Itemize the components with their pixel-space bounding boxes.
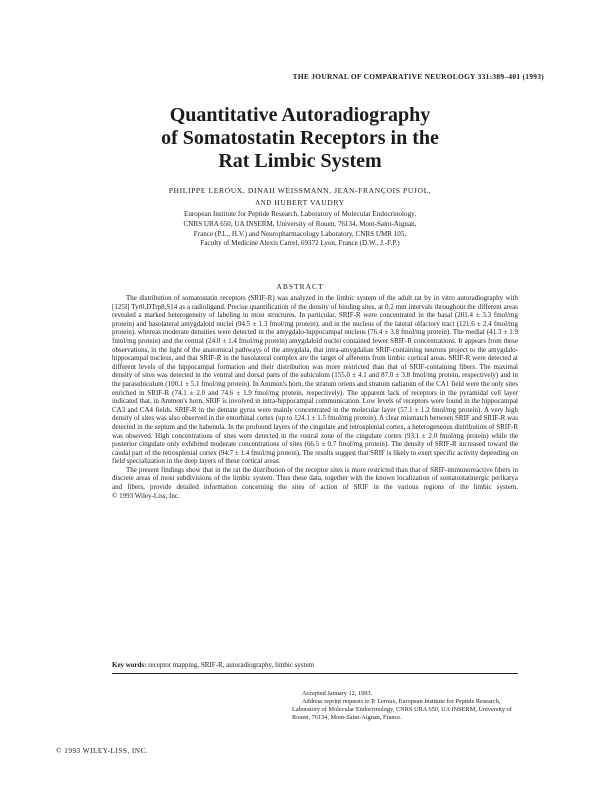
author-list [0, 185, 600, 210]
abstract-body [112, 294, 518, 500]
affiliation-line-4: Faculty of Medicine Alexis Carrel, 69372 Lyon, France (D.W., J.-F.P.) [200, 239, 400, 248]
authors-line-1: PHILIPPE LEROUX, DINAH WEISSMANN, JEAN-FRANÇOIS PUJOL, [168, 186, 432, 195]
footnote-accepted: Accepted January 12, 1993. [302, 690, 373, 697]
title-line-3: Rat Limbic System [218, 150, 382, 172]
keywords-label: Key words: [112, 661, 147, 669]
title-line-1: Quantitative Autoradiography [169, 104, 431, 126]
keywords-text: receptor mapping, SRIF-R, autoradiography, limbic system [148, 661, 315, 669]
footnote [292, 690, 518, 722]
affiliation-line-2: CNRS URA 650, UA INSERM, University of Rouen, 76134, Mont-Saint-Aignan, [183, 219, 417, 228]
authors-and: AND [255, 200, 272, 207]
authors-last: HUBERT VAUDRY [274, 198, 345, 207]
authors-line-2 [0, 197, 600, 210]
publisher-note: © 1993 Wiley-Liss, Inc. [112, 491, 180, 500]
footnote-reprint: Address reprint requests to P. Leroux, European Institute for Peptide Research, Laboratory of Molecular Endocrinology, CNRS URA 650, UA INSERM, University of Rouen, 76134, Mont-Saint-Aignan, France. [292, 698, 512, 721]
article-title [0, 104, 600, 173]
abstract-paragraph-2-text: The present findings show that in the rat the distribution of the receptor sites is more restricted than that of SRIF-immunoreactive fibers in discrete areas of most subdivisions of the limbic system. Thus these data, together with the known localization of somatostatinergic perikarya and fibers, provide detailed information concerning the sites of action of SRIF in the various regions of the limbic system. [112, 465, 518, 492]
affiliation-line-3: France (P.L., H.V.) and Neuropharmacology Laboratory, CNRS UMR 105, [193, 229, 407, 238]
title-line-2: of Somatostatin Receptors in the [161, 127, 439, 149]
abstract-paragraph-2 [112, 466, 518, 500]
affiliation-line-1: European Institute for Peptide Research, Laboratory of Molecular Endocrinology, [184, 210, 416, 218]
abstract-paragraph-1: The distribution of somatostatin receptors (SRIF-R) was analyzed in the limbic system of the adult rat by in vitro autoradiography with [125I] Tyr0,DTrp8,S14 as a radioligand. Precise quantification of the density of binding sites, at 0.2 mm intervals throughout the different areas revealed a marked heterogeneity of labeling in most structures. In particular, SRIF-R were concentrated in the basal (201.4 ± 3.3 fmol/mg protein) and basolateral amygdaloid nuclei (94.5 ± 1.3 fmol/mg protein), and in the nucleus of the lateral olfactory tract (121.6 ± 2.4 fmol/mg protein), whereas moderate densities were detected in the amygdalo-hippocampal nucleus (76.4 ± 3.8 fmol/mg protein). The medial (41.3 ± 1.9 fmol/mg protein) and the central (24.0 ± 1.4 fmol/mg protein) amygdaloid nuclei contained fewer SRIF-R concentrations. It appears from these observations, in the light of the anatomical pathways of the amygdala, that intra-amygdalian SRIF-containing neurons project to the amygdalo-hippocampal nucleus, and that SRIF-R in the basolateral complex are the target of afferents from limbic cortical areas. SRIF-R were detected at different levels of the hippocampal formation and their distribution was more restricted than that of SRIF-containing fibers. The maximal density of sites was detected in the ventral and dorsal parts of the subiculum (155.0 ± 4.1 and 87.0 ± 3.8 fmol/mg protein, respectively) and in the parasubiculum (100.1 ± 5.1 fmol/mg protein). In Ammon's horn, the stratum oriens and stratum radiatum of the CA1 field were the only sites enriched in SRIF-R (74.1 ± 2.0 and 74.6 ± 1.9 fmol/mg protein, respectively). The apparent lack of receptors in the pyramidal cell layer indicated that, in Ammon's horn, SRIF is involved in intra-hippocampal communication. Low levels of receptors were found in the hippocampal CA3 and CA4 fields. SRIF-R in the dentate gyrus were mainly concentrated in the molecular layer (57.1 ± 1.2 fmol/mg protein). A very high density of sites was also observed in the entorhinal cortex (up to 124.1 ± 1.5 fmol/mg protein). A clear mismatch between SRIF and SRIF-R was detected in the septum and the habenula. In the profound layers of the cingulate and retrosplenial cortex, a heterogeneous distribution of SRIF-R was observed. High concentrations of sites were detected in the rostral zone of the cingulate cortex (93.1 ± 2.0 fmol/mg protein) while the posterior cingulate only exhibited moderate concentrations of sites (66.5 ± 0.7 fmol/mg protein). The density of SRIF-R increased toward the caudal part of the retrosplenial cortex (94.7 ± 1.4 fmol/mg protein). The results suggest that SRIF is likely to exert specific activity depending on field specialization in the deep layers of these cortical areas. [112, 294, 518, 466]
separator-rule [112, 673, 518, 674]
abstract-heading: ABSTRACT [276, 282, 324, 291]
journal-running-head: THE JOURNAL OF COMPARATIVE NEUROLOGY 331:389–401 (1993) [292, 72, 544, 81]
affiliations [0, 210, 600, 249]
copyright-notice: © 1993 WILEY-LISS, INC. [56, 747, 149, 755]
keywords [112, 661, 518, 670]
